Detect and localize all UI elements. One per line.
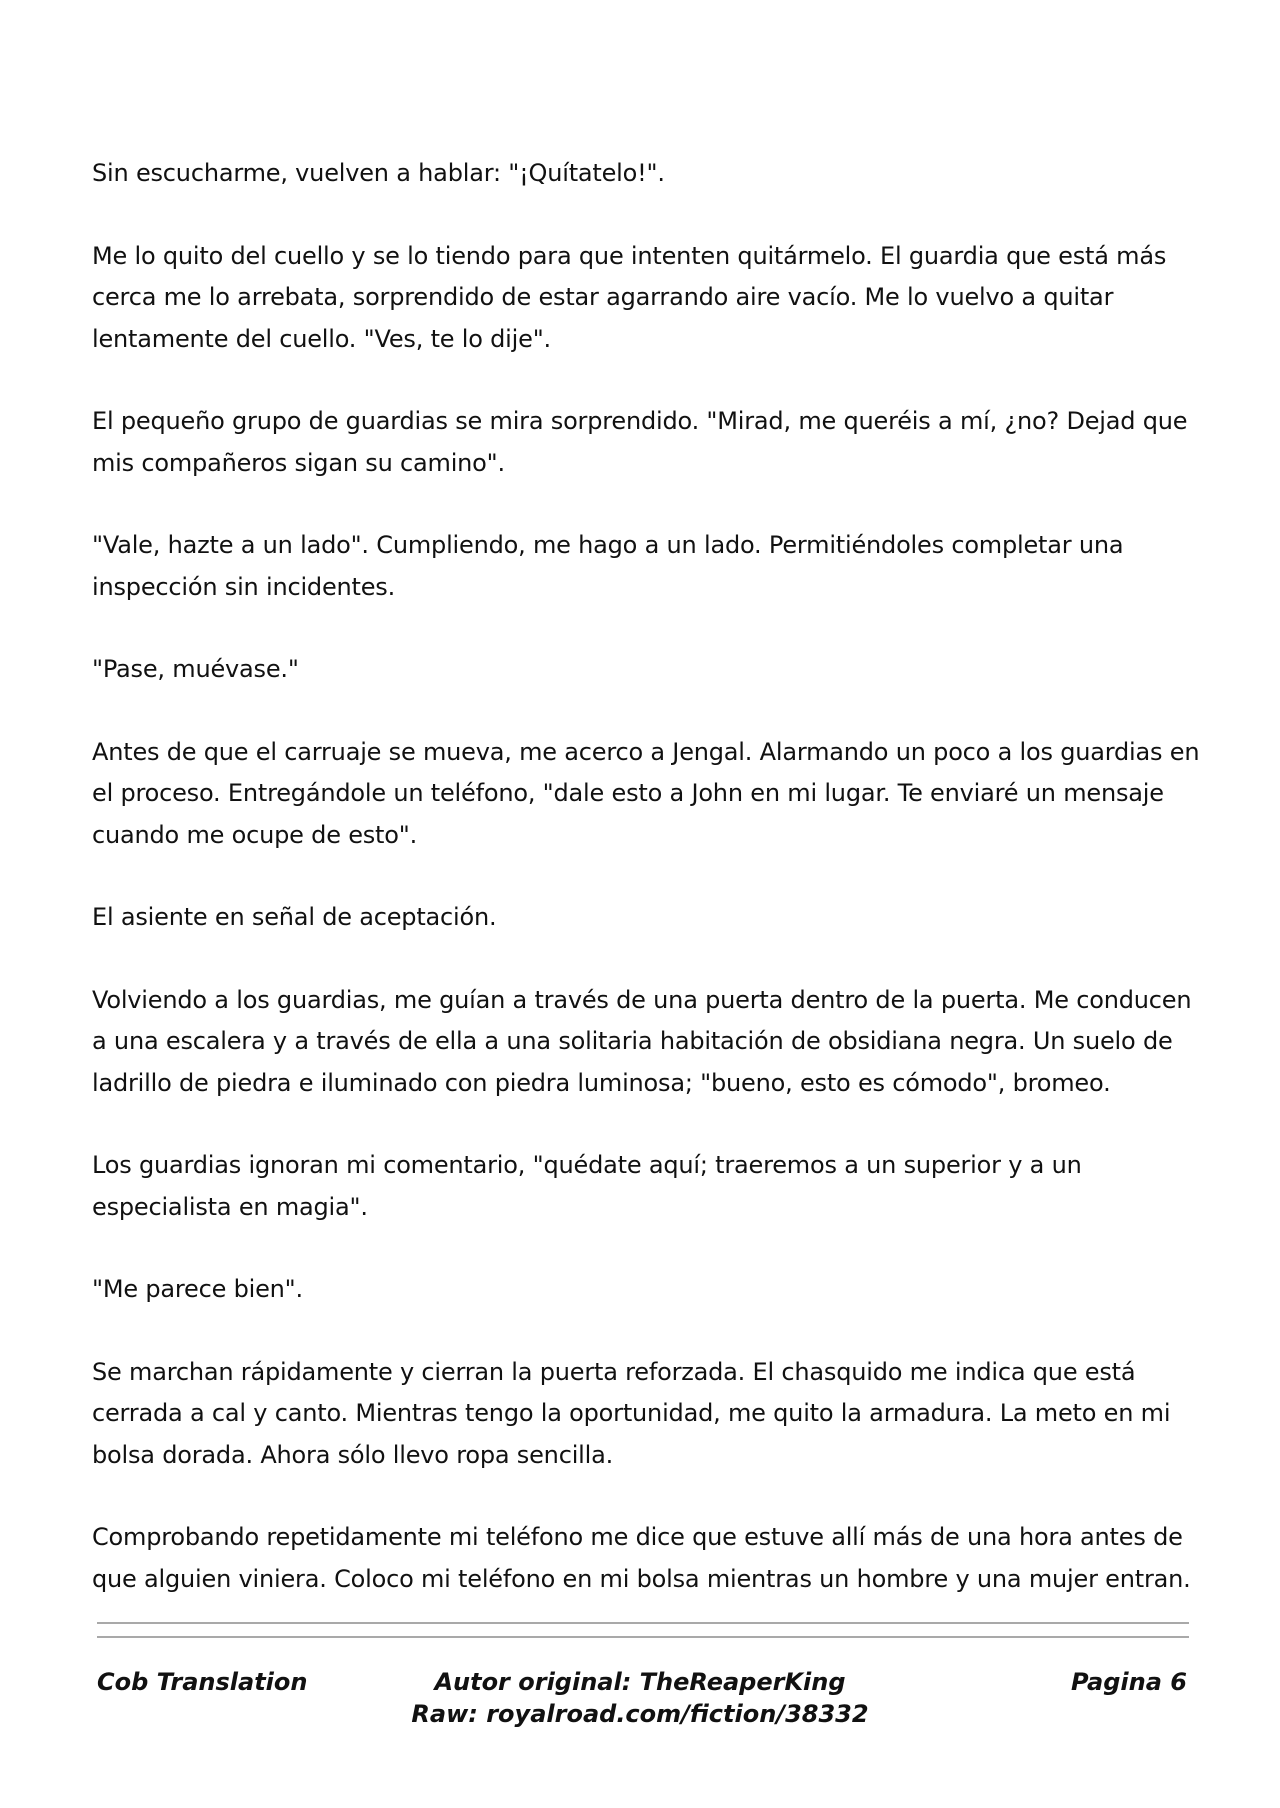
footer-source: Raw: royalroad.com/fiction/38332	[411, 1700, 869, 1728]
paragraph-12: Comprobando repetidamente mi teléfono me dice que estuve allí más de una hora antes de que alguien viniera. Coloco mi teléfono en mi bolsa mientras un hombre y una mujer entran.	[92, 1523, 1191, 1593]
paragraph-7: El asiente en señal de aceptación.	[92, 903, 497, 931]
paragraph-8: Volviendo a los guardias, me guían a través de una puerta dentro de la puerta. Me conducen a una escalera y a través de ella a una solitaria habitación de obsidiana negra. Un suelo de ladrillo de piedra e iluminado con piedra luminosa; "bueno, esto es cómodo", bromeo.	[92, 985, 1192, 1097]
page-number: Pagina 6	[1071, 1668, 1187, 1696]
footer-translator: Cob Translation	[97, 1668, 308, 1696]
footer-divider-bottom	[97, 1636, 1189, 1638]
footer-author: Autor original: TheReaperKing	[434, 1668, 846, 1696]
paragraph-11: Se marchan rápidamente y cierran la puerta reforzada. El chasquido me indica que está cerrada a cal y canto. Mientras tengo la oportunidad, me quito la armadura. La meto en mi bolsa dorada. Ahora sólo llevo ropa sencilla.	[92, 1357, 1171, 1469]
paragraph-2: Me lo quito del cuello y se lo tiendo para que intenten quitármelo. El guardia que está más cerca me lo arrebata, sorprendido de estar agarrando aire vacío. Me lo vuelvo a quitar lentamente del cuello. "Ves, te lo dije".	[92, 241, 1167, 353]
footer-credits	[411, 1666, 868, 1730]
paragraph-6: Antes de que el carruaje se mueva, me acerco a Jengal. Alarmando un poco a los guardias en el proceso. Entregándole un teléfono, "dale esto a John en mi lugar. Te enviaré un mensaje cuando me ocupe de esto".	[92, 737, 1200, 849]
paragraph-10: "Me parece bien".	[92, 1275, 303, 1303]
footer-divider-top	[97, 1622, 1189, 1624]
paragraph-4: "Vale, hazte a un lado". Cumpliendo, me hago a un lado. Permitiéndoles completar una inspección sin incidentes.	[92, 531, 1124, 601]
paragraph-5: "Pase, muévase."	[92, 655, 299, 683]
paragraph-1: Sin escucharme, vuelven a hablar: "¡Quítatelo!".	[92, 159, 665, 187]
body-text	[92, 153, 1202, 1641]
paragraph-9: Los guardias ignoran mi comentario, "quédate aquí; traeremos a un superior y a un especialista en magia".	[92, 1151, 1082, 1221]
paragraph-3: El pequeño grupo de guardias se mira sorprendido. "Mirad, me queréis a mí, ¿no? Dejad que mis compañeros sigan su camino".	[92, 407, 1188, 477]
